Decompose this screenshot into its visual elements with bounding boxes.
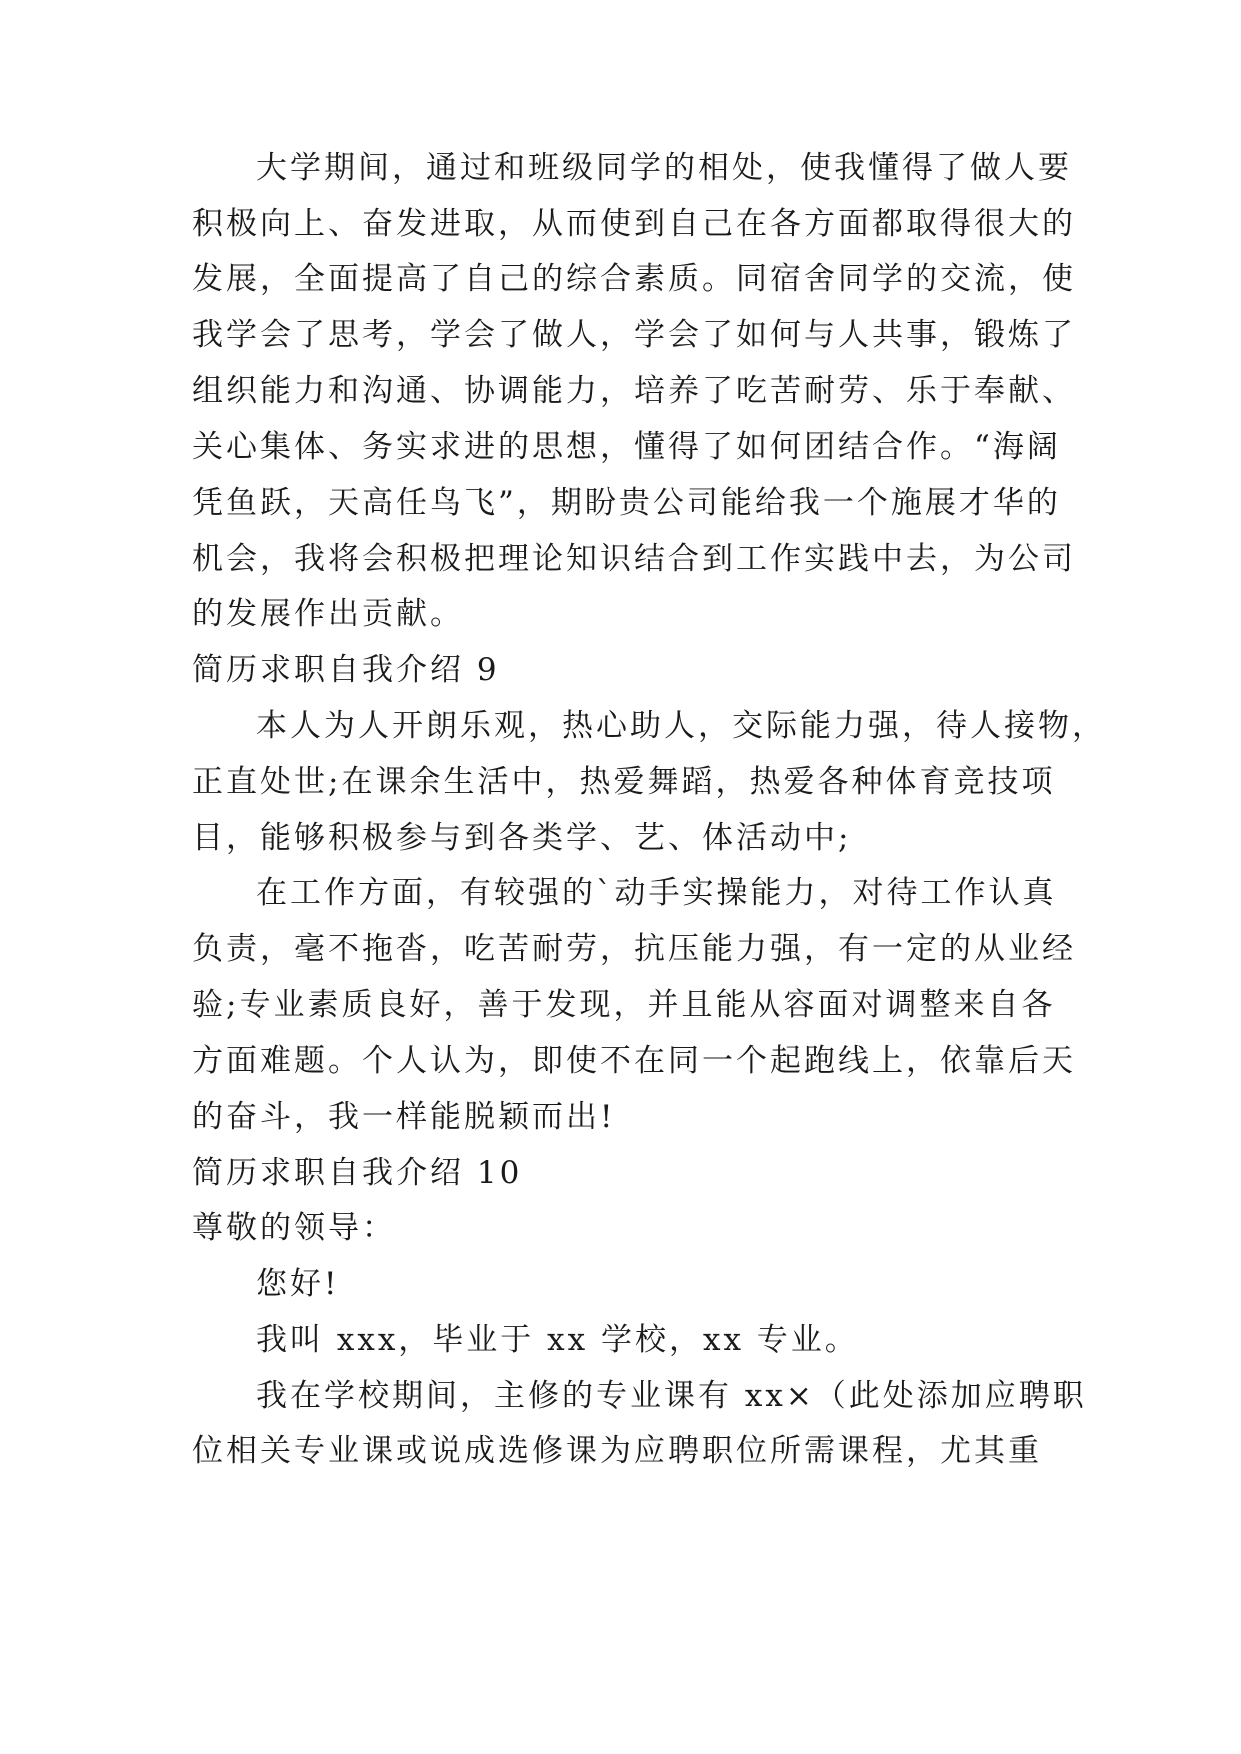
paragraph-line: 凭鱼跃，天高任鸟飞”，期盼贵公司能给我一个施展才华的 — [192, 485, 1061, 521]
paragraph-line: 验;专业素质良好，善于发现，并且能从容面对调整来自各 — [192, 987, 1056, 1023]
paragraph-line: 在工作方面，有较强的`动手实操能力，对待工作认真 — [256, 875, 1057, 911]
paragraph-line: 位相关专业课或说成选修课为应聘职位所需课程，尤其重 — [192, 1433, 1042, 1469]
paragraph-line: 我叫 xxx，毕业于 xx 学校，xx 专业。 — [256, 1322, 859, 1358]
paragraph-line: 目，能够积极参与到各类学、艺、体活动中; — [192, 820, 852, 856]
paragraph-line: 发展，全面提高了自己的综合素质。同宿舍同学的交流，使 — [192, 261, 1076, 297]
paragraph-line: 我在学校期间，主修的专业课有 xx×（此处添加应聘职 — [256, 1378, 1087, 1414]
paragraph-line: 方面难题。个人认为，即使不在同一个起跑线上，依靠后天 — [192, 1043, 1076, 1079]
paragraph-line: 关心集体、务实求进的思想，懂得了如何团结合作。“海阔 — [192, 429, 1061, 465]
paragraph-line: 本人为人开朗乐观，热心助人，交际能力强，待人接物， — [256, 708, 1106, 744]
paragraph-line: 的发展作出贡献。 — [192, 596, 464, 632]
paragraph-line: 积极向上、奋发进取，从而使到自己在各方面都取得很大的 — [192, 206, 1076, 242]
paragraph-line: 的奋斗，我一样能脱颖而出! — [192, 1099, 616, 1135]
greeting: 您好! — [256, 1266, 340, 1302]
paragraph-line: 负责，毫不拖沓，吃苦耐劳，抗压能力强，有一定的从业经 — [192, 931, 1076, 967]
section-heading: 简历求职自我介绍 9 — [192, 652, 500, 688]
paragraph-line: 组织能力和沟通、协调能力，培养了吃苦耐劳、乐于奉献、 — [192, 373, 1076, 409]
paragraph-line: 大学期间，通过和班级同学的相处，使我懂得了做人要 — [256, 150, 1072, 186]
section-heading: 简历求职自我介绍 10 — [192, 1155, 523, 1191]
paragraph-line: 机会，我将会积极把理论知识结合到工作实践中去，为公司 — [192, 541, 1076, 577]
paragraph-line: 正直处世;在课余生活中，热爱舞蹈，热爱各种体育竞技项 — [192, 764, 1056, 800]
paragraph-line: 我学会了思考，学会了做人，学会了如何与人共事，锻炼了 — [192, 317, 1076, 353]
salutation: 尊敬的领导： — [192, 1210, 396, 1246]
